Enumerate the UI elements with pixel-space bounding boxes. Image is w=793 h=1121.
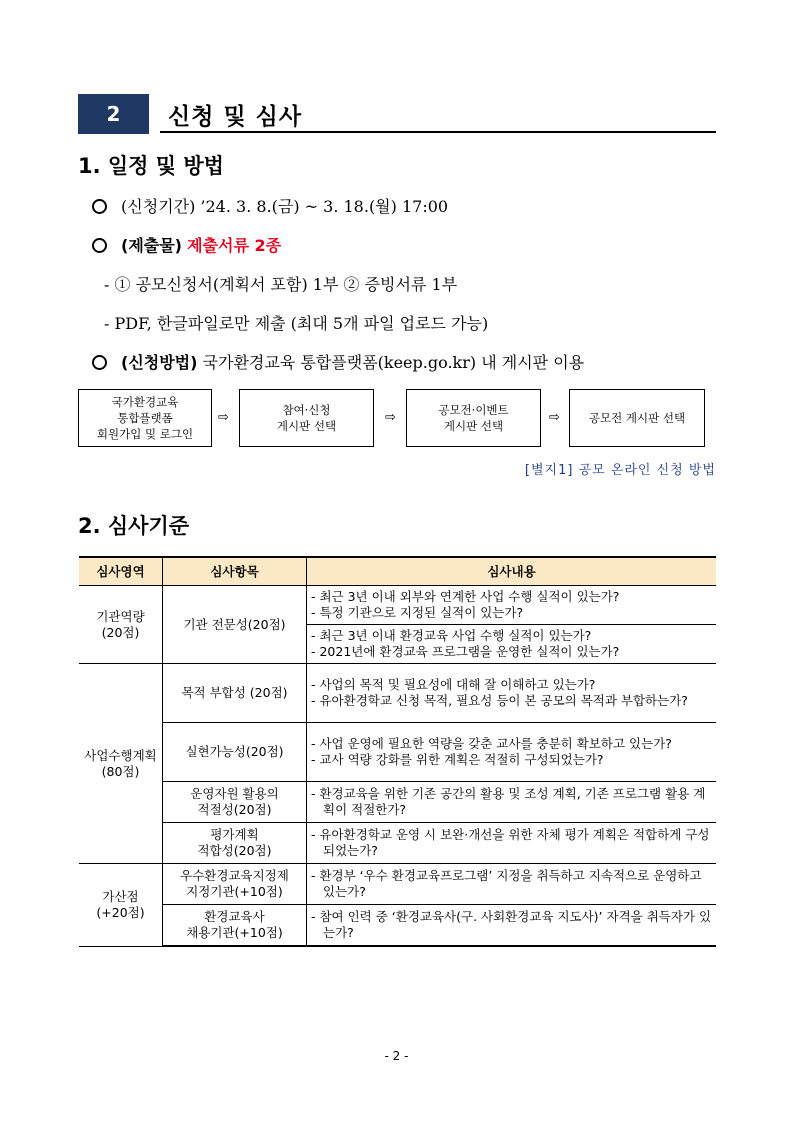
file-format-line: - PDF, 한글파일로만 제출 (최대 5개 파일 업로드 가능) <box>104 314 489 333</box>
content-cell <box>307 782 717 823</box>
criteria-heading: 2. 심사기준 <box>78 514 190 538</box>
item-text: 목적 부합성 (20점) <box>181 685 288 700</box>
item-text: 운영자원 활용의 <box>190 786 279 801</box>
table-row <box>79 823 716 864</box>
area-cell <box>79 864 163 947</box>
flow-step-text: 공모전·이벤트 <box>438 403 509 417</box>
item-cell <box>163 823 307 864</box>
item-text: 적절성(20점) <box>197 802 272 817</box>
area-points: (20점) <box>101 624 140 640</box>
table-row <box>79 782 716 823</box>
circle-bullet-icon <box>92 355 107 370</box>
content-text: - 환경교육을 위한 기존 공간의 활용 및 조성 계획, 기존 프로그램 활용 계획이 적절한가? <box>311 786 706 817</box>
flow-step-contest-select <box>569 389 705 447</box>
section-title: 신청 및 심사 <box>168 104 303 130</box>
item-cell <box>163 664 307 723</box>
table-row <box>79 864 716 905</box>
flow-step-board <box>239 389 374 447</box>
item-cell <box>163 723 307 782</box>
item-cell <box>163 905 307 947</box>
method-value: 국가환경교육 통합플랫폼(keep.go.kr) 내 게시판 이용 <box>202 353 585 372</box>
flow-arrow-icon: ⇨ <box>218 410 229 425</box>
content-cell <box>307 905 717 947</box>
period-text: (신청기간) ’24. 3. 8.(금) ~ 3. 18.(월) 17:00 <box>121 197 449 216</box>
item-text: 채용기관(+10점) <box>186 925 283 940</box>
item-text: 환경교육사 <box>204 909 265 924</box>
method-line <box>92 350 584 373</box>
section-number-badge: 2 <box>78 94 149 134</box>
flow-step-text: 게시판 선택 <box>276 419 337 433</box>
method-label: (신청방법) <box>121 353 198 372</box>
content-cell <box>307 864 717 905</box>
content-text: - 사업의 목적 및 필요성에 대해 잘 이해하고 있는가? <box>311 677 596 692</box>
table-row <box>79 905 716 947</box>
content-cell <box>307 586 717 625</box>
item-cell <box>163 864 307 905</box>
item-text: 기관 전문성(20점) <box>183 616 286 632</box>
flow-step-login <box>78 389 212 447</box>
circle-bullet-icon <box>92 199 107 214</box>
content-cell <box>307 823 717 864</box>
flow-step-text: 국가환경교육 <box>111 395 179 409</box>
flow-caption: [별지1] 공모 온라인 신청 방법 <box>524 463 716 478</box>
content-text: - 2021년에 환경교육 프로그램을 운영한 실적이 있는가? <box>311 644 620 659</box>
criteria-table <box>79 556 716 947</box>
page-number: - 2 - <box>384 1049 409 1063</box>
schedule-heading: 1. 일정 및 방법 <box>78 154 224 178</box>
area-points: (80점) <box>101 763 140 779</box>
table-row <box>79 586 716 625</box>
flow-step-text: 게시판 선택 <box>443 419 504 433</box>
circle-bullet-icon <box>92 238 107 253</box>
flow-step-text: 참여·신청 <box>282 403 331 417</box>
item-text: 적합성(20점) <box>197 843 272 858</box>
area-text: 사업수행계획 <box>84 747 157 763</box>
area-text: 가산점 <box>102 888 139 904</box>
content-text: - 유아환경학교 운영 시 보완·개선을 위한 자체 평가 계획은 적합하게 구성되었는가? <box>311 827 710 858</box>
content-cell <box>307 723 717 782</box>
area-text: 기관역량 <box>96 608 145 624</box>
period-line <box>92 194 448 217</box>
item-cell <box>163 586 307 664</box>
item-text: 실현가능성(20점) <box>185 744 284 759</box>
submission-label: (제출물) <box>121 236 182 255</box>
item-text: 지정기관(+10점) <box>186 884 283 899</box>
flow-step-contest-board <box>406 389 541 447</box>
content-text: - 최근 3년 이내 환경교육 사업 수행 실적이 있는가? <box>311 628 592 643</box>
item-text: 평가계획 <box>210 827 259 842</box>
header-area: 심사영역 <box>79 557 163 586</box>
content-text: - 유아환경학교 신청 목적, 필요성 등이 본 공모의 목적과 부합하는가? <box>311 693 688 708</box>
content-cell <box>307 664 717 723</box>
item-cell <box>163 782 307 823</box>
section-title-rule <box>160 131 716 133</box>
flow-step-text: 공모전 게시판 선택 <box>588 411 686 425</box>
area-points: (+20점) <box>96 904 145 920</box>
submission-value: 제출서류 2종 <box>187 236 282 255</box>
table-row <box>79 723 716 782</box>
table-row <box>79 664 716 723</box>
content-text: - 환경부 ‘우수 환경교육프로그램’ 지정을 취득하고 지속적으로 운영하고 있는가? <box>311 868 702 899</box>
item-text: 우수환경교육지정제 <box>180 868 289 883</box>
area-cell <box>79 586 163 664</box>
content-text: - 교사 역량 강화를 위한 계획은 적절히 구성되었는가? <box>311 752 604 767</box>
area-cell <box>79 664 163 864</box>
flow-arrow-icon: ⇨ <box>385 410 396 425</box>
content-text: - 최근 3년 이내 외부와 연계한 사업 수행 실적이 있는가? <box>311 589 620 604</box>
header-content: 심사내용 <box>307 557 717 586</box>
header-item: 심사항목 <box>163 557 307 586</box>
submission-line <box>92 233 281 256</box>
flow-arrow-icon: ⇨ <box>549 410 560 425</box>
content-cell <box>307 625 717 664</box>
content-text: - 참여 인력 중 ‘환경교육사(구. 사회환경교육 지도사)’ 자격을 취득자가 있는가? <box>311 909 712 940</box>
content-text: - 특정 기관으로 지정된 실적이 있는가? <box>311 605 524 620</box>
flow-step-text: 통합플랫폼 <box>117 411 173 425</box>
content-text: - 사업 운영에 필요한 역량을 갖춘 교사를 충분히 확보하고 있는가? <box>311 736 672 751</box>
flow-step-text: 회원가입 및 로그인 <box>96 427 194 441</box>
documents-line: - ① 공모신청서(계획서 포함) 1부 ② 증빙서류 1부 <box>104 275 458 294</box>
table-header-row <box>79 557 716 586</box>
